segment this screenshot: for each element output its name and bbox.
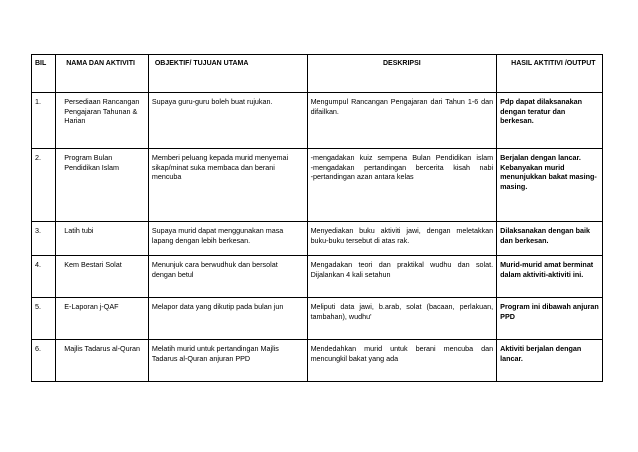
cell-bil: 2.: [32, 149, 56, 222]
cell-hasil: Pdp dapat dilaksanakan dengan teratur dan berkesan.: [497, 93, 603, 149]
cell-bil: 6.: [32, 340, 56, 382]
header-objektif: OBJEKTIF/ TUJUAN UTAMA: [148, 55, 307, 93]
cell-bil: 4.: [32, 256, 56, 298]
cell-nama-aktiviti: Program Bulan Pendidikan Islam: [56, 149, 149, 222]
cell-hasil: Aktiviti berjalan dengan lancar.: [497, 340, 603, 382]
cell-deskripsi: Mengadakan teori dan praktikal wudhu dan solat. Dijalankan 4 kali setahun: [307, 256, 497, 298]
cell-hasil: Program ini dibawah anjuran PPD: [497, 298, 603, 340]
deskripsi-line: -pertandingan azan antara kelas: [310, 172, 414, 182]
table-row: [32, 340, 603, 382]
cell-bil: 3.: [32, 222, 56, 256]
table-row: [32, 149, 603, 222]
cell-nama-aktiviti: E-Laporan j-QAF: [56, 298, 149, 340]
cell-deskripsi: Mendedahkan murid untuk berani mencuba dan mencungkil bakat yang ada: [307, 340, 497, 382]
cell-objektif: Melapor data yang dikutip pada bulan jun: [148, 298, 307, 340]
cell-hasil: Berjalan dengan lancar. Kebanyakan murid menunjukkan bakat masing-masing.: [497, 149, 603, 222]
header-bil: BIL: [32, 55, 56, 93]
header-hasil-output: HASIL AKTITIVI /OUTPUT: [497, 55, 603, 93]
table-header-row: [32, 55, 603, 93]
cell-nama-aktiviti: Latih tubi: [56, 222, 149, 256]
cell-nama-aktiviti: Kem Bestari Solat: [56, 256, 149, 298]
cell-objektif: Supaya murid dapat menggunakan masa lapang dengan lebih berkesan.: [148, 222, 307, 256]
cell-objektif: Melatih murid untuk pertandingan Majlis Tadarus al-Quran anjuran PPD: [148, 340, 307, 382]
header-nama-aktiviti: NAMA DAN AKTIVITI: [56, 55, 149, 93]
cell-deskripsi: Meliputi data jawi, b.arab, solat (bacaan, perlakuan, tambahan), wudhu': [307, 298, 497, 340]
cell-deskripsi: Mengumpul Rancangan Pengajaran dari Tahun 1-6 dan difailkan.: [307, 93, 497, 149]
cell-nama-aktiviti: Majlis Tadarus al-Quran: [56, 340, 149, 382]
header-deskripsi: DESKRIPSI: [307, 55, 497, 93]
cell-objektif: Supaya guru-guru boleh buat rujukan.: [148, 93, 307, 149]
cell-objektif: Memberi peluang kepada murid menyemai sikap/minat suka membaca dan berani mencuba: [148, 149, 307, 222]
table-row: [32, 222, 603, 256]
cell-objektif: Menunjuk cara berwudhuk dan bersolat dengan betul: [148, 256, 307, 298]
cell-hasil: Dilaksanakan dengan baik dan berkesan.: [497, 222, 603, 256]
table-row: [32, 298, 603, 340]
deskripsi-line: -mengadakan pertandingan bercerita kisah nabi: [310, 162, 494, 172]
cell-hasil: Murid-murid amat berminat dalam aktiviti-aktiviti ini.: [497, 256, 603, 298]
table-row: [32, 93, 603, 149]
cell-bil: 1.: [32, 93, 56, 149]
cell-nama-aktiviti: Persediaan Rancangan Pengajaran Tahunan & Harian: [56, 93, 149, 149]
table-row: [32, 256, 603, 298]
cell-deskripsi: Menyediakan buku aktiviti jawi, dengan meletakkan buku-buku tersebut di atas rak.: [307, 222, 497, 256]
cell-deskripsi: [307, 149, 497, 222]
activity-table: [31, 54, 603, 382]
deskripsi-line: -mengadakan kuiz sempena Bulan Pendidikan islam: [310, 153, 494, 162]
cell-bil: 5.: [32, 298, 56, 340]
